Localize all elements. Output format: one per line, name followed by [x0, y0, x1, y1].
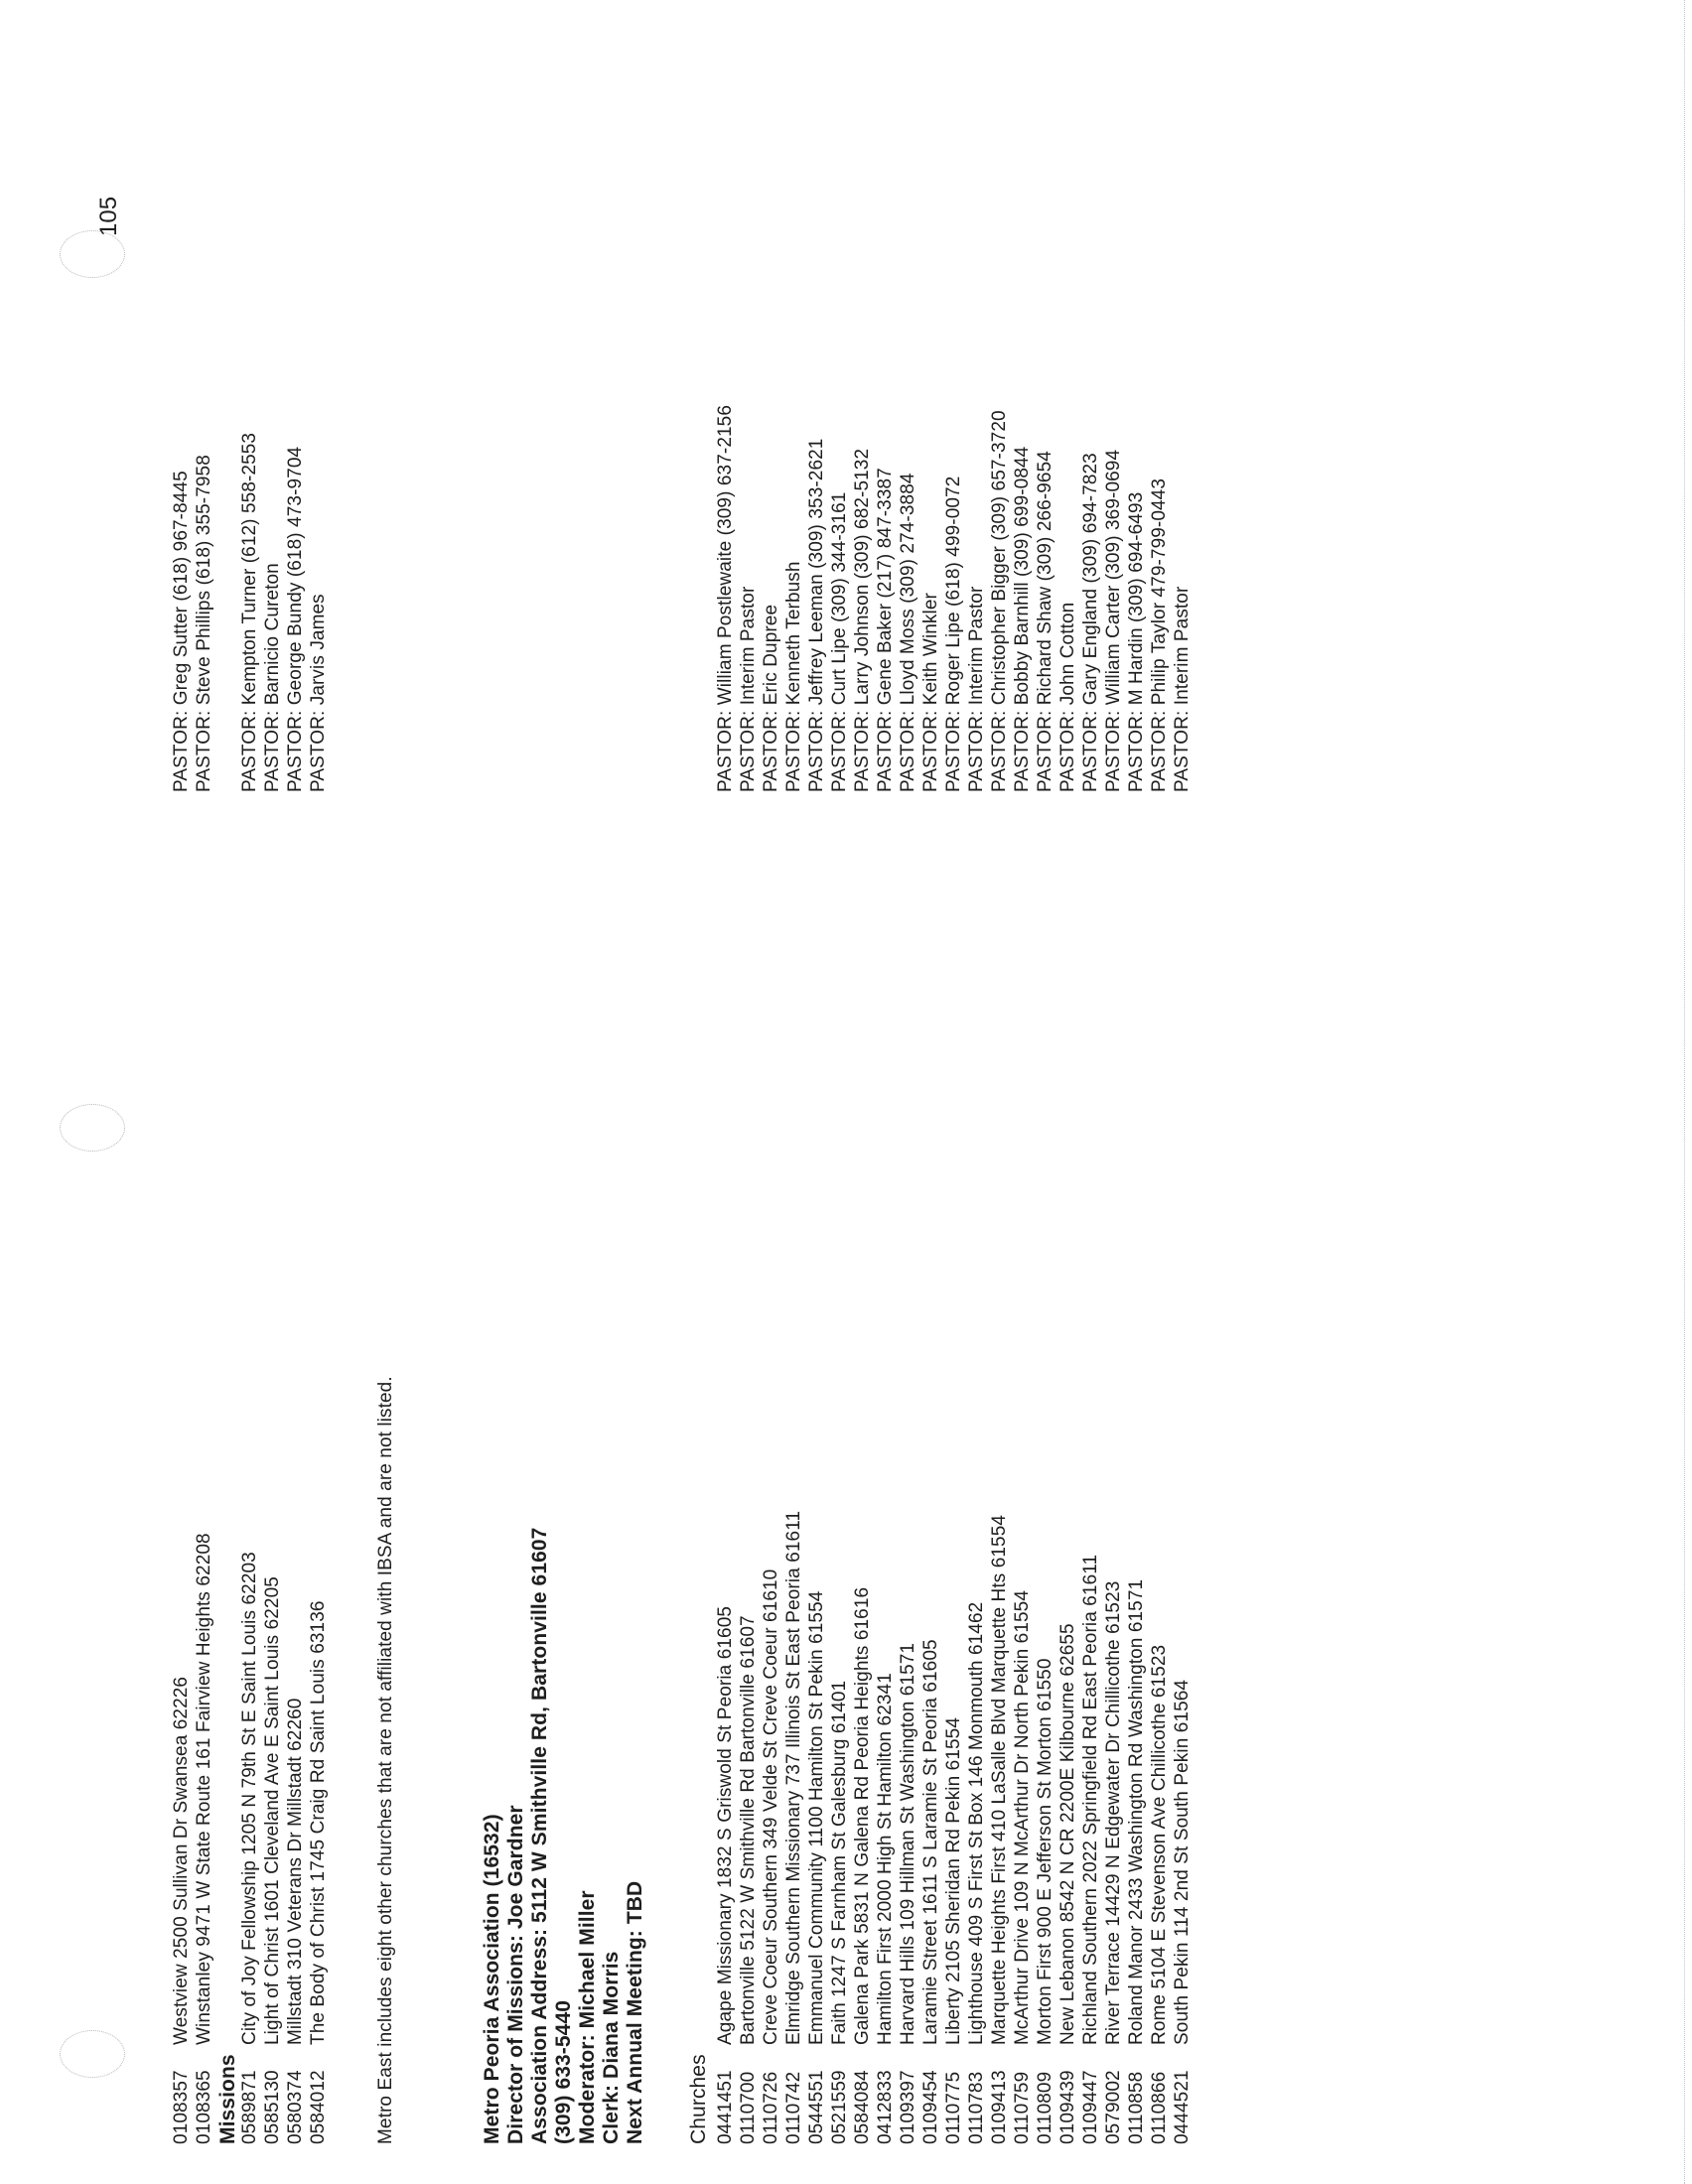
mission-name: Light of Christ 1601 Cleveland Ave E Saint Louis 62205	[262, 1576, 283, 2045]
church-pastor: PASTOR: Gary England (309) 694-7823	[1080, 453, 1101, 792]
church-name: Rome 5104 E Stevenson Ave Chillicothe 61523	[1149, 1644, 1170, 2045]
church-pastor: PASTOR: Keith Winkler	[920, 593, 941, 792]
church-id: 0109439	[1058, 2070, 1078, 2144]
church-id: 0110775	[943, 2071, 964, 2144]
church-id: 0110809	[1035, 2071, 1056, 2144]
church-id: 0584084	[852, 2070, 873, 2144]
church-name: McArthur Drive 109 N McArthur Dr North Pekin 61554	[1012, 1590, 1033, 2045]
punch-hole-left	[60, 2030, 125, 2078]
church-pastor: PASTOR: Richard Shaw (309) 266-9654	[1035, 451, 1056, 792]
churches-heading: Churches	[687, 2054, 710, 2144]
metro-east-note: Metro East includes eight other churches that are not affiliated with IBSA and are not listed.	[375, 1376, 396, 2144]
church-pastor: PASTOR: Curt Lipe (309) 344-3161	[829, 491, 850, 792]
church-name: Harvard Hills 109 Hillman St Washington 61571	[898, 1642, 918, 2045]
church-pastor: PASTOR: Lloyd Moss (309) 274-3884	[898, 473, 918, 792]
church-pastor: PASTOR: Larry Johnson (309) 682-5132	[852, 448, 873, 792]
mission-id: 0584012	[308, 2070, 329, 2144]
church-id: 0110759	[1012, 2071, 1033, 2144]
mission-pastor: PASTOR: Barnicio Cureton	[262, 563, 283, 792]
church-name: Marquette Heights First 410 LaSalle Blvd Marquette Hts 61554	[989, 1514, 1010, 2045]
mission-name: City of Joy Fellowship 1205 N 79th St E Saint Louis 62203	[239, 1552, 260, 2045]
church-name: Liberty 2105 Sheridan Rd Pekin 61554	[943, 1717, 964, 2045]
church-name: Emmanuel Community 1100 Hamilton St Pekin 61554	[806, 1590, 827, 2045]
church-id: 0110783	[966, 2071, 987, 2144]
church-pastor: PASTOR: Steve Phillips (618) 355-7958	[194, 455, 214, 792]
church-id: 0521559	[829, 2070, 850, 2144]
church-id: 0412833	[875, 2070, 896, 2144]
church-id: 0109447	[1080, 2070, 1101, 2144]
church-name: Bartonville 5122 W Smithville Rd Bartonville 61607	[738, 1615, 759, 2045]
church-pastor: PASTOR: Bobby Barnhill (309) 699-0844	[1012, 446, 1033, 792]
church-name: Winstanley 9471 W State Route 161 Fairview Heights 62208	[194, 1533, 214, 2045]
church-id: 0108365	[194, 2070, 214, 2144]
church-id: 0110726	[761, 2071, 781, 2144]
church-name: Elmridge Southern Missionary 737 Illinois St East Peoria 61611	[783, 1510, 804, 2045]
church-id: 0579002	[1103, 2070, 1124, 2144]
church-pastor: PASTOR: John Cotton	[1058, 602, 1078, 792]
church-name: New Lebanon 8542 N CR 2200E Kilbourne 62655	[1058, 1623, 1078, 2045]
moderator: Moderator: Michael Miller	[576, 1890, 599, 2144]
punch-hole-middle	[60, 1104, 125, 1152]
church-id: 0109454	[920, 2070, 941, 2144]
mission-name: Millstadt 310 Veterans Dr Millstadt 62260	[285, 1698, 306, 2045]
church-name: Faith 1247 S Farnham St Galesburg 61401	[829, 1680, 850, 2045]
church-pastor: PASTOR: Greg Sutter (618) 967-8445	[171, 471, 192, 792]
church-name: Creve Coeur Southern 349 Velde St Creve Coeur 61610	[761, 1569, 781, 2045]
church-name: Laramie Street 1611 S Laramie St Peoria 61605	[920, 1639, 941, 2045]
church-name: Lighthouse 409 S First St Box 146 Monmouth 61462	[966, 1601, 987, 2045]
church-pastor: PASTOR: Jeffrey Leeman (309) 353-2621	[806, 438, 827, 792]
clerk: Clerk: Diana Morris	[600, 1951, 623, 2144]
church-pastor: PASTOR: M Hardin (309) 694-6493	[1126, 491, 1147, 792]
church-id: 0444521	[1172, 2070, 1193, 2144]
church-pastor: PASTOR: Roger Lipe (618) 499-0072	[943, 476, 964, 792]
church-name: South Pekin 114 2nd St South Pekin 61564	[1172, 1679, 1193, 2045]
church-name: Hamilton First 2000 High St Hamilton 62341	[875, 1673, 896, 2045]
mission-pastor: PASTOR: George Bundy (618) 473-9704	[285, 446, 306, 792]
mission-name: The Body of Christ 1745 Craig Rd Saint Louis 63136	[308, 1600, 329, 2045]
church-name: River Terrace 14429 N Edgewater Dr Chillicothe 61523	[1103, 1580, 1124, 2045]
page-number: 105	[95, 196, 122, 236]
church-id: 0110866	[1149, 2071, 1170, 2144]
association-phone: (309) 633-5440	[552, 1999, 575, 2144]
church-name: Roland Manor 2433 Washington Rd Washington 61571	[1126, 1578, 1147, 2045]
church-id: 0109397	[898, 2070, 918, 2144]
church-pastor: PASTOR: William Postlewaite (309) 637-2156	[715, 405, 736, 792]
church-id: 0441451	[715, 2070, 736, 2144]
church-pastor: PASTOR: Philip Taylor 479-799-0443	[1149, 478, 1170, 792]
church-name: Richland Southern 2022 Springfield Rd East Peoria 61611	[1080, 1554, 1101, 2045]
association-title: Metro Peoria Association (16532)	[481, 1814, 503, 2144]
church-name: Galena Park 5831 N Galena Rd Peoria Heights 61616	[852, 1586, 873, 2045]
missions-heading: Missions	[216, 2054, 239, 2144]
next-annual-meeting: Next Annual Meeting: TBD	[624, 1880, 646, 2144]
church-pastor: PASTOR: Christopher Bigger (309) 657-3720	[989, 410, 1010, 792]
church-id: 0109413	[989, 2070, 1010, 2144]
church-id: 0110858	[1126, 2071, 1147, 2144]
church-name: Morton First 900 E Jefferson St Morton 61550	[1035, 1658, 1056, 2045]
church-name: Agape Missionary 1832 S Griswold St Peoria 61605	[715, 1605, 736, 2045]
mission-id: 0585130	[262, 2070, 283, 2144]
church-pastor: PASTOR: Interim Pastor	[738, 586, 759, 792]
mission-id: 0589871	[239, 2070, 260, 2144]
church-pastor: PASTOR: Interim Pastor	[966, 586, 987, 792]
church-id: 0110700	[738, 2071, 759, 2144]
church-pastor: PASTOR: Eric Dupree	[761, 604, 781, 792]
mission-pastor: PASTOR: Kempton Turner (612) 558-2553	[239, 432, 260, 792]
church-pastor: PASTOR: Kenneth Terbush	[783, 561, 804, 792]
scan-edge-line	[1684, 0, 1691, 2184]
association-address: Association Address: 5112 W Smithville Rd, Bartonville 61607	[528, 1527, 551, 2144]
punch-hole-right	[60, 230, 125, 278]
director-of-missions: Director of Missions: Joe Gardner	[504, 1805, 527, 2144]
church-pastor: PASTOR: Gene Baker (217) 847-3387	[875, 468, 896, 792]
church-id: 0110742	[783, 2071, 804, 2144]
church-id: 0108357	[171, 2070, 192, 2144]
church-pastor: PASTOR: William Carter (309) 369-0694	[1103, 449, 1124, 792]
church-name: Westview 2500 Sullivan Dr Swansea 62226	[171, 1676, 192, 2045]
mission-pastor: PASTOR: Jarvis James	[308, 594, 329, 792]
church-pastor: PASTOR: Interim Pastor	[1172, 586, 1193, 792]
church-id: 0544551	[806, 2070, 827, 2144]
mission-id: 0580374	[285, 2070, 306, 2144]
